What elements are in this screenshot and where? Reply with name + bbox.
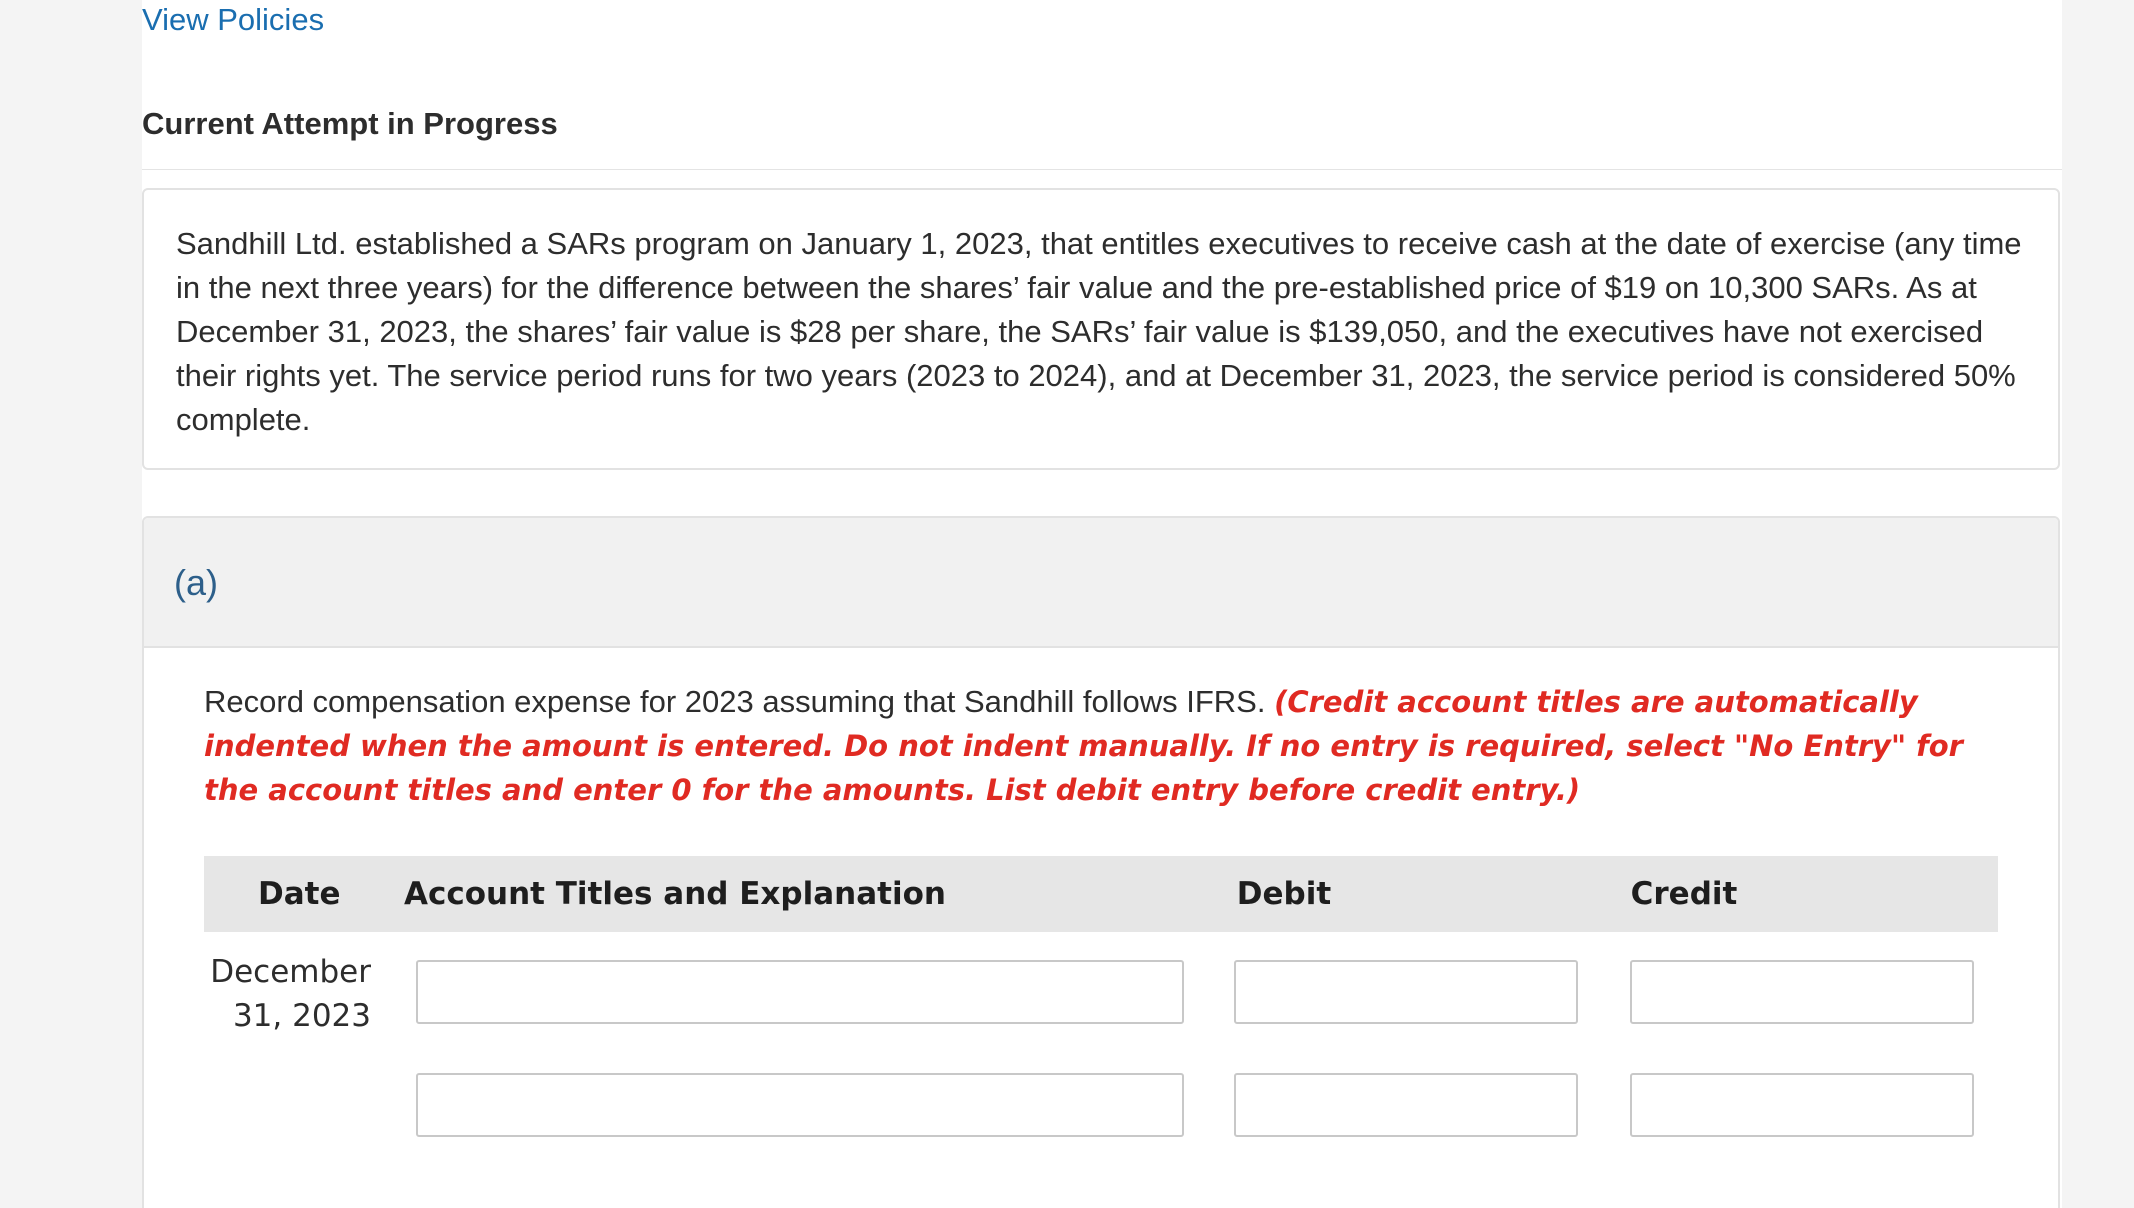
- title-divider: [142, 169, 2062, 170]
- part-a-instructions: [204, 680, 2004, 812]
- credit-input-row-1[interactable]: [1630, 960, 1974, 1024]
- view-policies-link[interactable]: View Policies: [142, 2, 325, 37]
- instruction-note: (Credit account titles are automatically indented when the amount is entered. Do not indent manually. If no entry is required, select "No Entry" for the account titles and enter 0 for the amounts. List debit entry before credit entry.): [204, 685, 1963, 807]
- date-line-1: December: [210, 954, 371, 990]
- problem-statement-box: [142, 188, 2060, 470]
- part-a-panel: [142, 516, 2060, 1208]
- journal-entry-date: [204, 950, 371, 1038]
- date-line-2: 31, 2023: [232, 998, 371, 1034]
- column-header-debit: Debit: [1236, 876, 1332, 912]
- account-title-input-row-2[interactable]: [416, 1073, 1184, 1137]
- part-a-header: [144, 518, 2058, 648]
- part-a-label: (a): [174, 562, 218, 603]
- column-header-date: Date: [258, 876, 341, 912]
- debit-input-row-1[interactable]: [1234, 960, 1578, 1024]
- debit-input-row-2[interactable]: [1234, 1073, 1578, 1137]
- journal-table-header: [204, 856, 1998, 932]
- account-title-input-row-1[interactable]: [416, 960, 1184, 1024]
- attempt-title: Current Attempt in Progress: [142, 106, 558, 141]
- instruction-main: Record compensation expense for 2023 assuming that Sandhill follows IFRS.: [204, 684, 1275, 719]
- credit-input-row-2[interactable]: [1630, 1073, 1974, 1137]
- column-header-credit: Credit: [1630, 876, 1738, 912]
- problem-statement-text: Sandhill Ltd. established a SARs program on January 1, 2023, that entitles executives to receive cash at the date of exercise (any time in the next three years) for the difference between the shares’ fair value and the pre-established price of $19 on 10,300 SARs. As at December 31, 2023, the shares’ fair value is $28 per share, the SARs’ fair value is $139,050, and the executives have not exercised their rights yet. The service period runs for two years (2023 to 2024), and at December 31, 2023, the service period is considered 50% complete.: [176, 226, 2022, 437]
- column-header-account: Account Titles and Explanation: [404, 876, 946, 912]
